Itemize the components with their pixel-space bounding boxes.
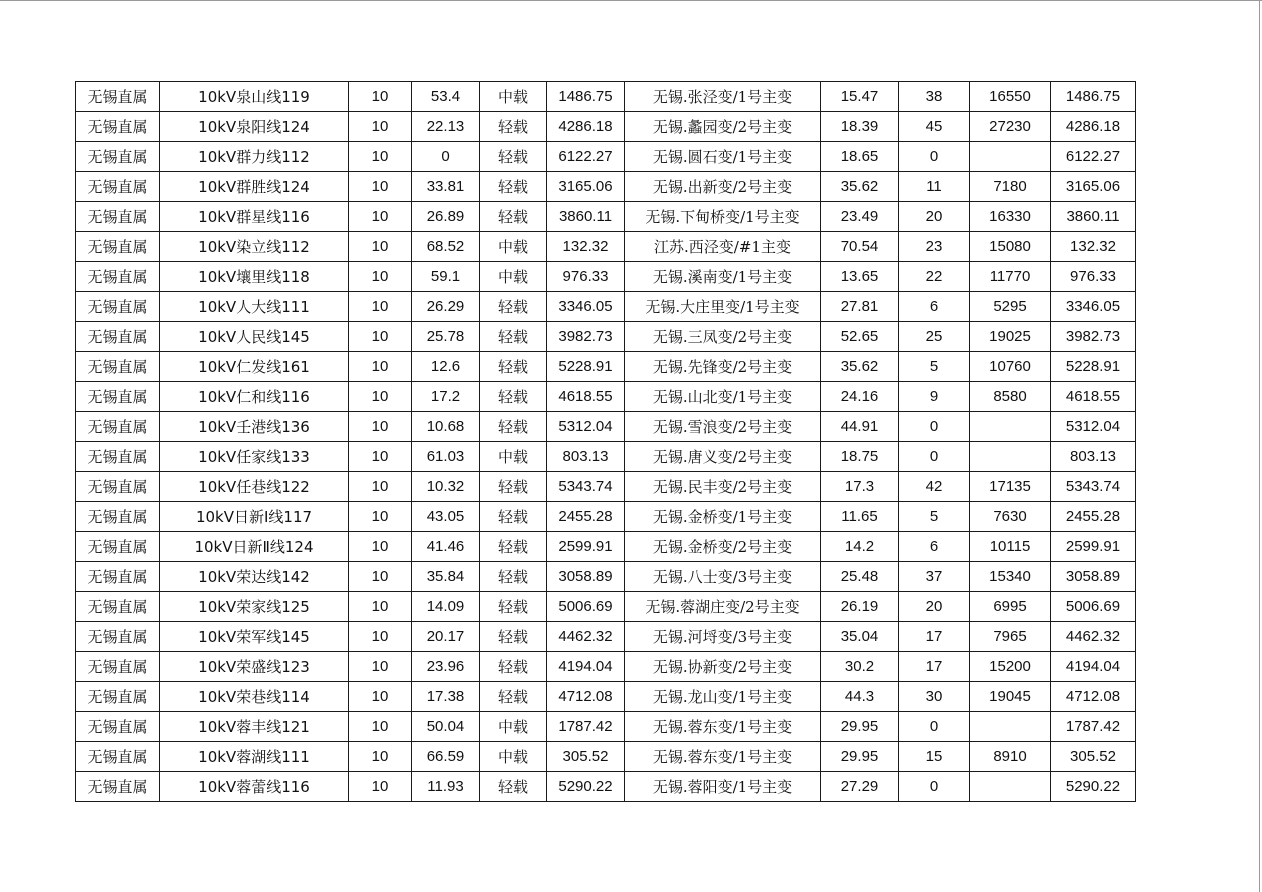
installed-capacity-cell: 16330 xyxy=(970,202,1051,232)
table-row xyxy=(76,262,1136,292)
load-status-cell: 轻载 xyxy=(480,472,547,502)
feeder-name-cell: 10kV日新Ⅰ线117 xyxy=(160,502,349,532)
voltage-cell: 10 xyxy=(349,622,412,652)
user-count-cell: 38 xyxy=(899,82,970,112)
feeder-name-cell: 10kV仁发线161 xyxy=(160,352,349,382)
load-rate-cell: 0 xyxy=(412,142,480,172)
feeder-name-cell: 10kV蓉蕾线116 xyxy=(160,772,349,802)
available-capacity-cell: 5228.91 xyxy=(547,352,625,382)
available-capacity-cell: 1787.42 xyxy=(547,712,625,742)
transformer-cell: 无锡.出新变/2号主变 xyxy=(625,172,821,202)
company-cell: 无锡直属 xyxy=(76,172,160,202)
available-capacity-cell: 3165.06 xyxy=(547,172,625,202)
company-cell: 无锡直属 xyxy=(76,322,160,352)
transformer-cell: 无锡.河埒变/3号主变 xyxy=(625,622,821,652)
transformer-load-cell: 18.65 xyxy=(821,142,899,172)
transformer-load-cell: 35.62 xyxy=(821,172,899,202)
load-rate-cell: 10.68 xyxy=(412,412,480,442)
user-count-cell: 42 xyxy=(899,472,970,502)
table-row xyxy=(76,232,1136,262)
transformer-cell: 无锡.先锋变/2号主变 xyxy=(625,352,821,382)
open-capacity-cell: 132.32 xyxy=(1051,232,1136,262)
transformer-load-cell: 44.3 xyxy=(821,682,899,712)
table-row xyxy=(76,352,1136,382)
transformer-load-cell: 24.16 xyxy=(821,382,899,412)
feeder-name-cell: 10kV人大线111 xyxy=(160,292,349,322)
load-rate-cell: 14.09 xyxy=(412,592,480,622)
user-count-cell: 6 xyxy=(899,292,970,322)
table-row xyxy=(76,322,1136,352)
transformer-cell: 无锡.蓉东变/1号主变 xyxy=(625,712,821,742)
voltage-cell: 10 xyxy=(349,142,412,172)
transformer-load-cell: 23.49 xyxy=(821,202,899,232)
company-cell: 无锡直属 xyxy=(76,502,160,532)
load-rate-cell: 11.93 xyxy=(412,772,480,802)
feeder-name-cell: 10kV荣盛线123 xyxy=(160,652,349,682)
user-count-cell: 45 xyxy=(899,112,970,142)
company-cell: 无锡直属 xyxy=(76,202,160,232)
transformer-load-cell: 35.62 xyxy=(821,352,899,382)
installed-capacity-cell: 10115 xyxy=(970,532,1051,562)
voltage-cell: 10 xyxy=(349,502,412,532)
table-row xyxy=(76,712,1136,742)
available-capacity-cell: 1486.75 xyxy=(547,82,625,112)
open-capacity-cell: 5228.91 xyxy=(1051,352,1136,382)
available-capacity-cell: 4462.32 xyxy=(547,622,625,652)
load-status-cell: 轻载 xyxy=(480,202,547,232)
available-capacity-cell: 3982.73 xyxy=(547,322,625,352)
open-capacity-cell: 3346.05 xyxy=(1051,292,1136,322)
company-cell: 无锡直属 xyxy=(76,382,160,412)
available-capacity-cell: 132.32 xyxy=(547,232,625,262)
transformer-load-cell: 44.91 xyxy=(821,412,899,442)
transformer-cell: 无锡.协新变/2号主变 xyxy=(625,652,821,682)
feeder-name-cell: 10kV荣达线142 xyxy=(160,562,349,592)
transformer-load-cell: 27.29 xyxy=(821,772,899,802)
transformer-load-cell: 35.04 xyxy=(821,622,899,652)
company-cell: 无锡直属 xyxy=(76,262,160,292)
load-rate-cell: 17.38 xyxy=(412,682,480,712)
installed-capacity-cell: 6995 xyxy=(970,592,1051,622)
open-capacity-cell: 5006.69 xyxy=(1051,592,1136,622)
open-capacity-cell: 1486.75 xyxy=(1051,82,1136,112)
load-rate-cell: 35.84 xyxy=(412,562,480,592)
load-status-cell: 中载 xyxy=(480,712,547,742)
transformer-load-cell: 25.48 xyxy=(821,562,899,592)
company-cell: 无锡直属 xyxy=(76,352,160,382)
feeder-name-cell: 10kV壬港线136 xyxy=(160,412,349,442)
table-row xyxy=(76,622,1136,652)
transformer-cell: 无锡.龙山变/1号主变 xyxy=(625,682,821,712)
available-capacity-cell: 4286.18 xyxy=(547,112,625,142)
company-cell: 无锡直属 xyxy=(76,472,160,502)
available-capacity-cell: 3860.11 xyxy=(547,202,625,232)
voltage-cell: 10 xyxy=(349,292,412,322)
voltage-cell: 10 xyxy=(349,742,412,772)
feeder-name-cell: 10kV群星线116 xyxy=(160,202,349,232)
user-count-cell: 15 xyxy=(899,742,970,772)
user-count-cell: 22 xyxy=(899,262,970,292)
installed-capacity-cell: 27230 xyxy=(970,112,1051,142)
table-row xyxy=(76,202,1136,232)
load-rate-cell: 20.17 xyxy=(412,622,480,652)
user-count-cell: 6 xyxy=(899,532,970,562)
user-count-cell: 0 xyxy=(899,442,970,472)
load-rate-cell: 26.29 xyxy=(412,292,480,322)
load-status-cell: 轻载 xyxy=(480,502,547,532)
feeder-name-cell: 10kV仁和线116 xyxy=(160,382,349,412)
voltage-cell: 10 xyxy=(349,772,412,802)
company-cell: 无锡直属 xyxy=(76,562,160,592)
load-status-cell: 中载 xyxy=(480,262,547,292)
open-capacity-cell: 3982.73 xyxy=(1051,322,1136,352)
transformer-cell: 无锡.蠡园变/2号主变 xyxy=(625,112,821,142)
table-row xyxy=(76,742,1136,772)
table-row xyxy=(76,112,1136,142)
open-capacity-cell: 305.52 xyxy=(1051,742,1136,772)
voltage-cell: 10 xyxy=(349,202,412,232)
company-cell: 无锡直属 xyxy=(76,232,160,262)
voltage-cell: 10 xyxy=(349,562,412,592)
voltage-cell: 10 xyxy=(349,442,412,472)
transformer-load-cell: 18.75 xyxy=(821,442,899,472)
user-count-cell: 17 xyxy=(899,622,970,652)
available-capacity-cell: 4194.04 xyxy=(547,652,625,682)
table-row xyxy=(76,142,1136,172)
transformer-cell: 无锡.蓉东变/1号主变 xyxy=(625,742,821,772)
installed-capacity-cell: 15080 xyxy=(970,232,1051,262)
feeder-name-cell: 10kV荣军线145 xyxy=(160,622,349,652)
open-capacity-cell: 4286.18 xyxy=(1051,112,1136,142)
open-capacity-cell: 5290.22 xyxy=(1051,772,1136,802)
load-status-cell: 轻载 xyxy=(480,772,547,802)
transformer-cell: 无锡.溪南变/1号主变 xyxy=(625,262,821,292)
load-rate-cell: 41.46 xyxy=(412,532,480,562)
feeder-name-cell: 10kV染立线112 xyxy=(160,232,349,262)
transformer-cell: 无锡.民丰变/2号主变 xyxy=(625,472,821,502)
transformer-load-cell: 27.81 xyxy=(821,292,899,322)
available-capacity-cell: 5343.74 xyxy=(547,472,625,502)
load-status-cell: 轻载 xyxy=(480,562,547,592)
load-rate-cell: 25.78 xyxy=(412,322,480,352)
load-status-cell: 轻载 xyxy=(480,622,547,652)
transformer-cell: 无锡.三凤变/2号主变 xyxy=(625,322,821,352)
voltage-cell: 10 xyxy=(349,352,412,382)
user-count-cell: 0 xyxy=(899,412,970,442)
transformer-load-cell: 13.65 xyxy=(821,262,899,292)
open-capacity-cell: 2599.91 xyxy=(1051,532,1136,562)
open-capacity-cell: 4712.08 xyxy=(1051,682,1136,712)
feeder-name-cell: 10kV群力线112 xyxy=(160,142,349,172)
load-status-cell: 轻载 xyxy=(480,352,547,382)
open-capacity-cell: 1787.42 xyxy=(1051,712,1136,742)
company-cell: 无锡直属 xyxy=(76,592,160,622)
load-status-cell: 轻载 xyxy=(480,142,547,172)
installed-capacity-cell: 19025 xyxy=(970,322,1051,352)
installed-capacity-cell xyxy=(970,142,1051,172)
company-cell: 无锡直属 xyxy=(76,112,160,142)
load-status-cell: 中载 xyxy=(480,232,547,262)
installed-capacity-cell: 8910 xyxy=(970,742,1051,772)
table-row xyxy=(76,682,1136,712)
open-capacity-cell: 4618.55 xyxy=(1051,382,1136,412)
company-cell: 无锡直属 xyxy=(76,532,160,562)
company-cell: 无锡直属 xyxy=(76,652,160,682)
company-cell: 无锡直属 xyxy=(76,412,160,442)
user-count-cell: 30 xyxy=(899,682,970,712)
feeder-name-cell: 10kV荣巷线114 xyxy=(160,682,349,712)
installed-capacity-cell xyxy=(970,772,1051,802)
load-status-cell: 轻载 xyxy=(480,412,547,442)
company-cell: 无锡直属 xyxy=(76,742,160,772)
table-row xyxy=(76,502,1136,532)
table-row xyxy=(76,472,1136,502)
table-row xyxy=(76,652,1136,682)
load-rate-cell: 10.32 xyxy=(412,472,480,502)
transformer-load-cell: 15.47 xyxy=(821,82,899,112)
load-rate-cell: 17.2 xyxy=(412,382,480,412)
installed-capacity-cell: 7965 xyxy=(970,622,1051,652)
table-row xyxy=(76,592,1136,622)
transformer-cell: 无锡.蓉阳变/1号主变 xyxy=(625,772,821,802)
load-rate-cell: 59.1 xyxy=(412,262,480,292)
load-rate-cell: 50.04 xyxy=(412,712,480,742)
feeder-name-cell: 10kV泉阳线124 xyxy=(160,112,349,142)
user-count-cell: 0 xyxy=(899,142,970,172)
available-capacity-cell: 5312.04 xyxy=(547,412,625,442)
installed-capacity-cell: 17135 xyxy=(970,472,1051,502)
available-capacity-cell: 803.13 xyxy=(547,442,625,472)
installed-capacity-cell: 10760 xyxy=(970,352,1051,382)
installed-capacity-cell xyxy=(970,442,1051,472)
installed-capacity-cell: 5295 xyxy=(970,292,1051,322)
company-cell: 无锡直属 xyxy=(76,622,160,652)
load-status-cell: 轻载 xyxy=(480,652,547,682)
table-row xyxy=(76,292,1136,322)
transformer-load-cell: 11.65 xyxy=(821,502,899,532)
user-count-cell: 23 xyxy=(899,232,970,262)
transformer-cell: 无锡.圆石变/1号主变 xyxy=(625,142,821,172)
transformer-load-cell: 29.95 xyxy=(821,712,899,742)
available-capacity-cell: 4618.55 xyxy=(547,382,625,412)
installed-capacity-cell: 11770 xyxy=(970,262,1051,292)
page-top-border xyxy=(0,0,1262,1)
table-row xyxy=(76,772,1136,802)
user-count-cell: 37 xyxy=(899,562,970,592)
transformer-cell: 无锡.金桥变/1号主变 xyxy=(625,502,821,532)
transformer-load-cell: 26.19 xyxy=(821,592,899,622)
installed-capacity-cell xyxy=(970,712,1051,742)
open-capacity-cell: 4462.32 xyxy=(1051,622,1136,652)
load-rate-cell: 33.81 xyxy=(412,172,480,202)
available-capacity-cell: 5290.22 xyxy=(547,772,625,802)
voltage-cell: 10 xyxy=(349,382,412,412)
load-status-cell: 轻载 xyxy=(480,532,547,562)
transformer-cell: 无锡.雪浪变/2号主变 xyxy=(625,412,821,442)
transformer-cell: 无锡.唐义变/2号主变 xyxy=(625,442,821,472)
load-rate-cell: 68.52 xyxy=(412,232,480,262)
load-rate-cell: 23.96 xyxy=(412,652,480,682)
user-count-cell: 20 xyxy=(899,202,970,232)
load-status-cell: 轻载 xyxy=(480,292,547,322)
load-rate-cell: 12.6 xyxy=(412,352,480,382)
available-capacity-cell: 305.52 xyxy=(547,742,625,772)
table-row xyxy=(76,562,1136,592)
open-capacity-cell: 5343.74 xyxy=(1051,472,1136,502)
company-cell: 无锡直属 xyxy=(76,292,160,322)
load-rate-cell: 61.03 xyxy=(412,442,480,472)
load-status-cell: 中载 xyxy=(480,82,547,112)
installed-capacity-cell: 8580 xyxy=(970,382,1051,412)
company-cell: 无锡直属 xyxy=(76,772,160,802)
voltage-cell: 10 xyxy=(349,712,412,742)
user-count-cell: 0 xyxy=(899,712,970,742)
table-row xyxy=(76,442,1136,472)
user-count-cell: 11 xyxy=(899,172,970,202)
available-capacity-cell: 3346.05 xyxy=(547,292,625,322)
user-count-cell: 9 xyxy=(899,382,970,412)
open-capacity-cell: 2455.28 xyxy=(1051,502,1136,532)
voltage-cell: 10 xyxy=(349,82,412,112)
open-capacity-cell: 3165.06 xyxy=(1051,172,1136,202)
voltage-cell: 10 xyxy=(349,472,412,502)
user-count-cell: 5 xyxy=(899,352,970,382)
table-row xyxy=(76,412,1136,442)
transformer-cell: 江苏.西泾变/#1主变 xyxy=(625,232,821,262)
user-count-cell: 25 xyxy=(899,322,970,352)
transformer-load-cell: 30.2 xyxy=(821,652,899,682)
user-count-cell: 0 xyxy=(899,772,970,802)
transformer-load-cell: 29.95 xyxy=(821,742,899,772)
installed-capacity-cell: 7180 xyxy=(970,172,1051,202)
feeder-name-cell: 10kV任巷线122 xyxy=(160,472,349,502)
transformer-load-cell: 52.65 xyxy=(821,322,899,352)
page-right-border xyxy=(1259,0,1260,892)
transformer-cell: 无锡.山北变/1号主变 xyxy=(625,382,821,412)
voltage-cell: 10 xyxy=(349,262,412,292)
load-status-cell: 中载 xyxy=(480,742,547,772)
feeder-name-cell: 10kV荣家线125 xyxy=(160,592,349,622)
available-capacity-cell: 2599.91 xyxy=(547,532,625,562)
voltage-cell: 10 xyxy=(349,412,412,442)
available-capacity-cell: 4712.08 xyxy=(547,682,625,712)
load-rate-cell: 43.05 xyxy=(412,502,480,532)
feeder-load-table xyxy=(75,81,1136,802)
user-count-cell: 20 xyxy=(899,592,970,622)
company-cell: 无锡直属 xyxy=(76,712,160,742)
transformer-load-cell: 70.54 xyxy=(821,232,899,262)
company-cell: 无锡直属 xyxy=(76,82,160,112)
feeder-name-cell: 10kV蓉湖线111 xyxy=(160,742,349,772)
table-row xyxy=(76,172,1136,202)
feeder-name-cell: 10kV任家线133 xyxy=(160,442,349,472)
installed-capacity-cell: 15340 xyxy=(970,562,1051,592)
feeder-name-cell: 10kV蓉丰线121 xyxy=(160,712,349,742)
available-capacity-cell: 6122.27 xyxy=(547,142,625,172)
table-row xyxy=(76,382,1136,412)
transformer-cell: 无锡.蓉湖庄变/2号主变 xyxy=(625,592,821,622)
load-status-cell: 轻载 xyxy=(480,682,547,712)
voltage-cell: 10 xyxy=(349,112,412,142)
transformer-cell: 无锡.大庄里变/1号主变 xyxy=(625,292,821,322)
load-rate-cell: 53.4 xyxy=(412,82,480,112)
load-status-cell: 轻载 xyxy=(480,112,547,142)
installed-capacity-cell: 15200 xyxy=(970,652,1051,682)
transformer-cell: 无锡.金桥变/2号主变 xyxy=(625,532,821,562)
feeder-name-cell: 10kV泉山线119 xyxy=(160,82,349,112)
installed-capacity-cell: 16550 xyxy=(970,82,1051,112)
table-body xyxy=(76,82,1136,802)
load-status-cell: 轻载 xyxy=(480,592,547,622)
installed-capacity-cell: 19045 xyxy=(970,682,1051,712)
user-count-cell: 5 xyxy=(899,502,970,532)
voltage-cell: 10 xyxy=(349,592,412,622)
table-row xyxy=(76,532,1136,562)
voltage-cell: 10 xyxy=(349,172,412,202)
transformer-load-cell: 18.39 xyxy=(821,112,899,142)
load-status-cell: 轻载 xyxy=(480,382,547,412)
company-cell: 无锡直属 xyxy=(76,442,160,472)
open-capacity-cell: 803.13 xyxy=(1051,442,1136,472)
voltage-cell: 10 xyxy=(349,532,412,562)
load-status-cell: 轻载 xyxy=(480,322,547,352)
transformer-cell: 无锡.下甸桥变/1号主变 xyxy=(625,202,821,232)
company-cell: 无锡直属 xyxy=(76,142,160,172)
load-status-cell: 轻载 xyxy=(480,172,547,202)
open-capacity-cell: 4194.04 xyxy=(1051,652,1136,682)
available-capacity-cell: 3058.89 xyxy=(547,562,625,592)
available-capacity-cell: 5006.69 xyxy=(547,592,625,622)
company-cell: 无锡直属 xyxy=(76,682,160,712)
transformer-load-cell: 14.2 xyxy=(821,532,899,562)
installed-capacity-cell: 7630 xyxy=(970,502,1051,532)
voltage-cell: 10 xyxy=(349,682,412,712)
feeder-name-cell: 10kV日新Ⅱ线124 xyxy=(160,532,349,562)
user-count-cell: 17 xyxy=(899,652,970,682)
installed-capacity-cell xyxy=(970,412,1051,442)
transformer-cell: 无锡.八士变/3号主变 xyxy=(625,562,821,592)
feeder-name-cell: 10kV壤里线118 xyxy=(160,262,349,292)
open-capacity-cell: 3058.89 xyxy=(1051,562,1136,592)
feeder-name-cell: 10kV群胜线124 xyxy=(160,172,349,202)
load-rate-cell: 26.89 xyxy=(412,202,480,232)
transformer-cell: 无锡.张泾变/1号主变 xyxy=(625,82,821,112)
feeder-name-cell: 10kV人民线145 xyxy=(160,322,349,352)
voltage-cell: 10 xyxy=(349,232,412,262)
load-rate-cell: 66.59 xyxy=(412,742,480,772)
voltage-cell: 10 xyxy=(349,322,412,352)
load-rate-cell: 22.13 xyxy=(412,112,480,142)
table-row xyxy=(76,82,1136,112)
open-capacity-cell: 6122.27 xyxy=(1051,142,1136,172)
open-capacity-cell: 3860.11 xyxy=(1051,202,1136,232)
open-capacity-cell: 5312.04 xyxy=(1051,412,1136,442)
available-capacity-cell: 976.33 xyxy=(547,262,625,292)
load-status-cell: 中载 xyxy=(480,442,547,472)
open-capacity-cell: 976.33 xyxy=(1051,262,1136,292)
voltage-cell: 10 xyxy=(349,652,412,682)
transformer-load-cell: 17.3 xyxy=(821,472,899,502)
available-capacity-cell: 2455.28 xyxy=(547,502,625,532)
